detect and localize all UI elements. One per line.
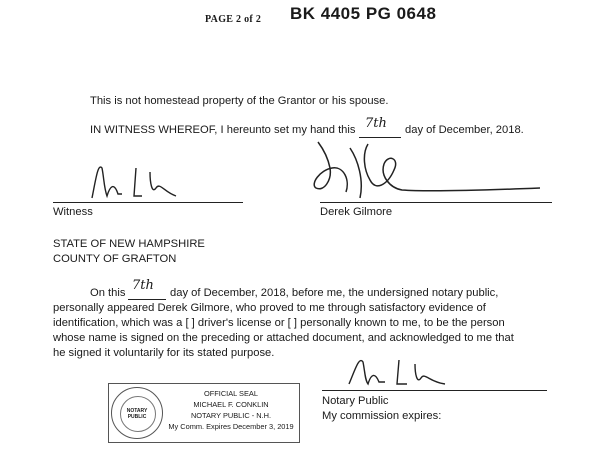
ack-day-underline	[128, 299, 166, 300]
page-number: PAGE 2 of 2	[205, 14, 262, 25]
stamp-line-2: MICHAEL F. CONKLIN	[193, 400, 269, 409]
ack-line2: personally appeared Derek Gilmore, who proved to me through satisfactory evidence of	[53, 302, 486, 314]
witness-whereof-date: day of December, 2018.	[405, 124, 524, 136]
day-underline	[359, 137, 401, 138]
notary-title: Notary Public	[322, 395, 389, 407]
notary-signature-line	[322, 390, 547, 391]
book-page-reference: BK 4405 PG 0648	[290, 4, 437, 23]
ack-line4: whose name is signed on the preceding or attached document, and acknowledged to me that	[53, 332, 514, 344]
ack-day-handwritten: 7th	[132, 278, 154, 293]
witness-whereof-text: IN WITNESS WHEREOF, I hereunto set my hand this	[90, 124, 356, 136]
witness-signature	[88, 158, 188, 204]
notary-stamp	[108, 383, 300, 443]
ack-line3: identification, which was a [ ] driver's license or [ ] personally known to me, to be the person	[53, 317, 505, 329]
stamp-line-3: NOTARY PUBLIC - N.H.	[190, 411, 272, 420]
ack-line5: he signed it voluntarily for its stated purpose.	[53, 347, 275, 359]
stamp-line-4: My Comm. Expires December 3, 2019	[168, 422, 294, 431]
signer-signature-line	[320, 202, 552, 203]
ack-on-this: On this	[90, 287, 126, 299]
witness-day-handwritten: 7th	[365, 116, 387, 131]
ack-line1: day of December, 2018, before me, the undersigned notary public,	[170, 287, 499, 299]
witness-label: Witness	[53, 206, 93, 218]
commission-expires: My commission expires:	[322, 410, 442, 422]
venue-state: STATE OF NEW HAMPSHIRE	[53, 238, 205, 250]
stamp-line-1: OFFICIAL SEAL	[204, 389, 258, 398]
homestead-statement: This is not homestead property of the Grantor or his spouse.	[90, 95, 389, 107]
notary-seal	[111, 387, 163, 439]
notary-signature	[345, 352, 465, 392]
signer-signature	[310, 140, 550, 202]
witness-signature-line	[53, 202, 243, 203]
seal-text: NOTARY PUBLIC	[126, 408, 148, 420]
signer-name-label: Derek Gilmore	[320, 206, 393, 218]
venue-county: COUNTY OF GRAFTON	[53, 253, 177, 265]
